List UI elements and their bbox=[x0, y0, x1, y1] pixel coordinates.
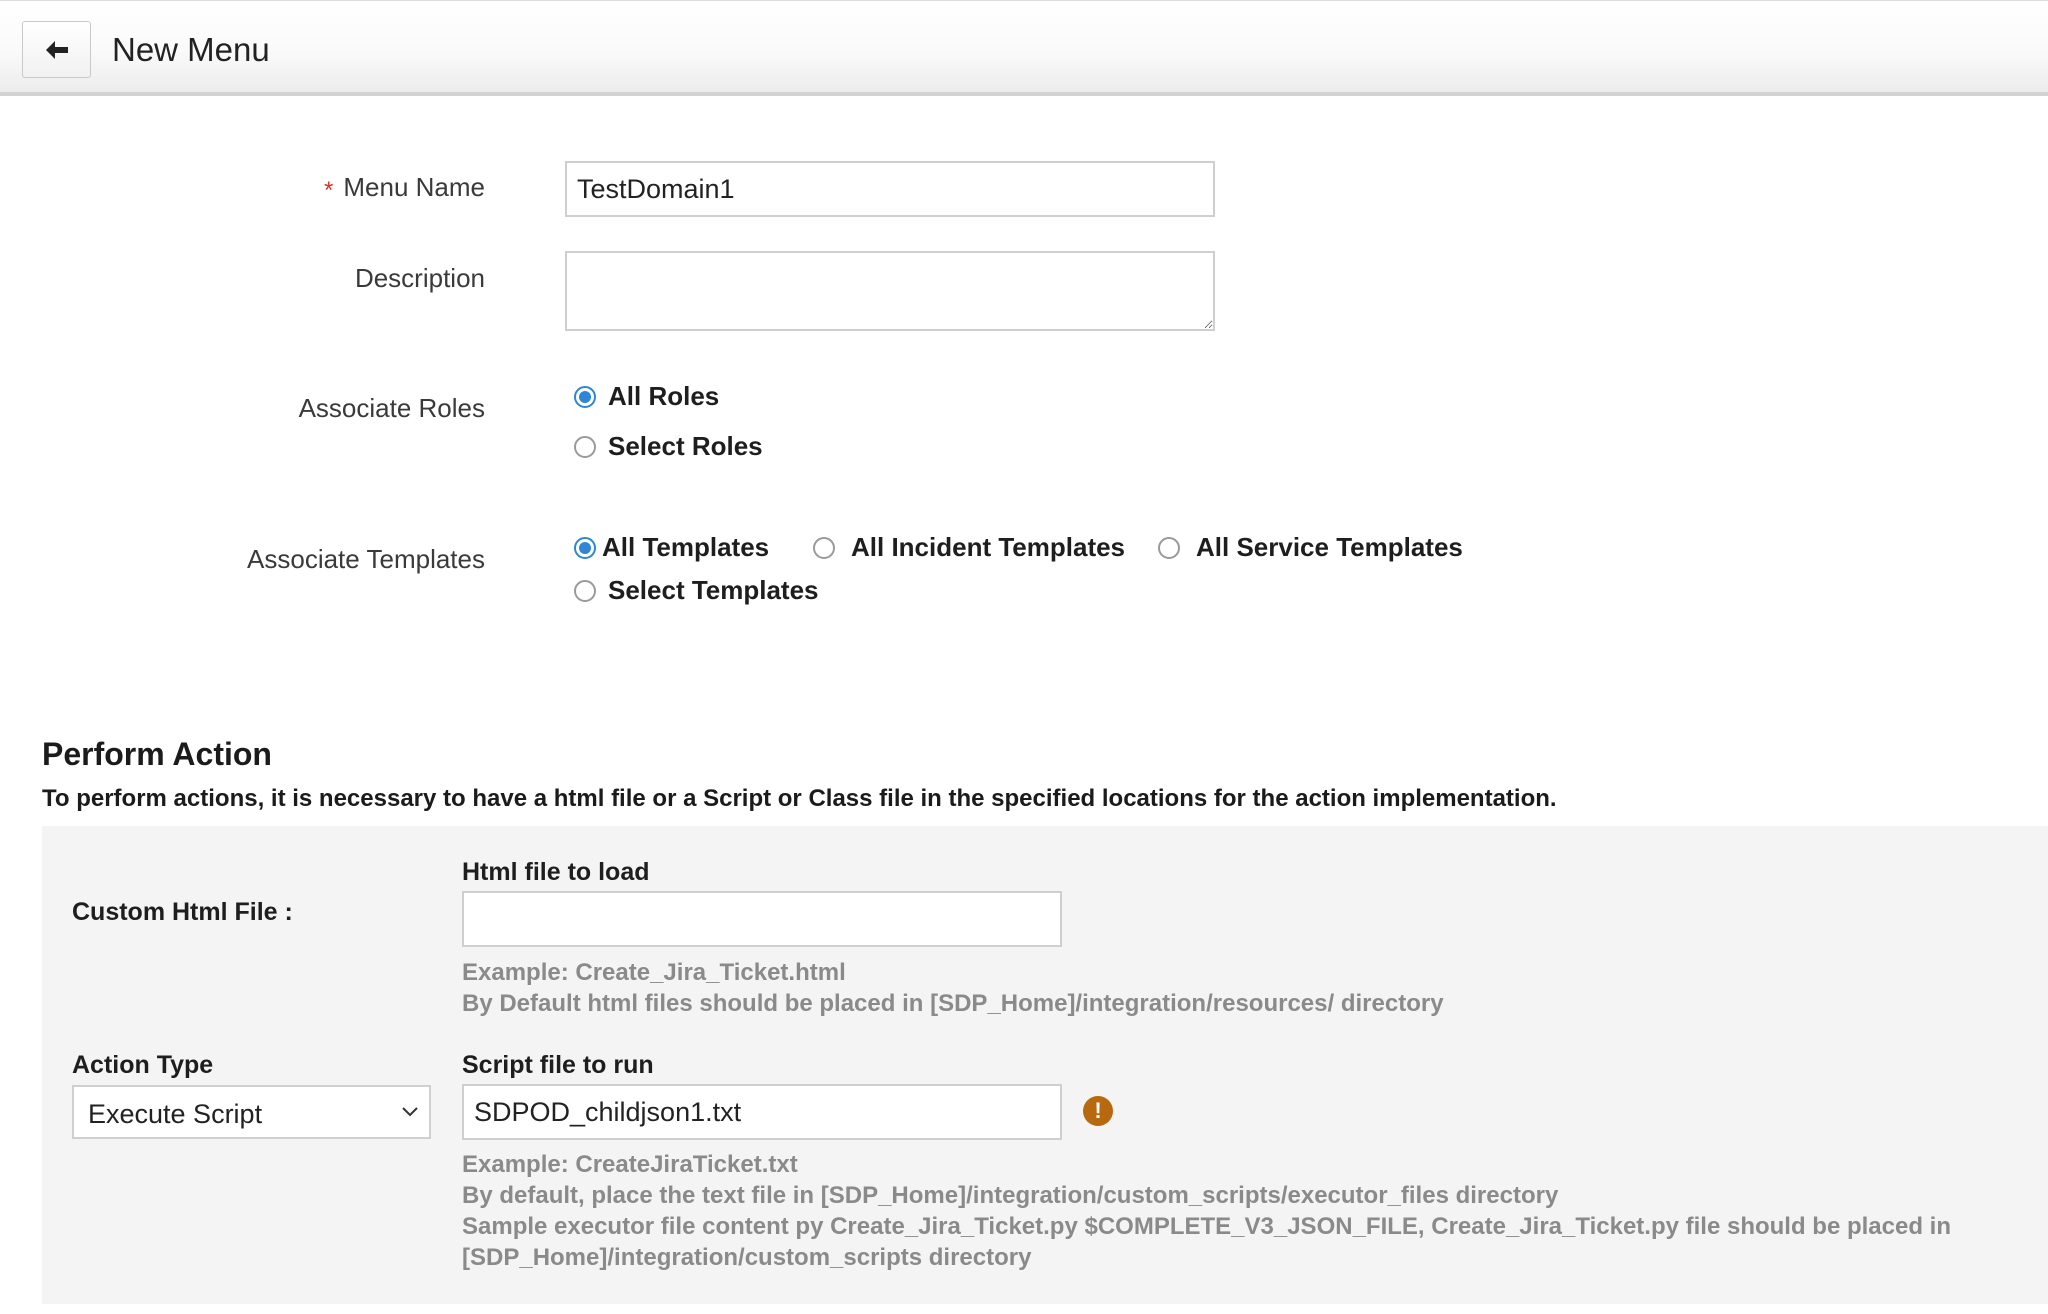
html-hint-example: Example: Create_Jira_Ticket.html bbox=[462, 959, 846, 986]
menu-name-label bbox=[300, 172, 485, 203]
radio-unselected-icon bbox=[813, 537, 835, 559]
radio-label: Select Roles bbox=[608, 431, 763, 461]
script-hint-sample-line1: Sample executor file content py Create_Jira_Ticket.py $COMPLETE_V3_JSON_FILE, Create_Jira_Ticket.py file should be placed in bbox=[462, 1213, 1951, 1240]
menu-name-label-text: Menu Name bbox=[343, 172, 485, 202]
back-button[interactable] bbox=[22, 21, 91, 78]
page-title: New Menu bbox=[112, 31, 270, 68]
custom-html-label: Custom Html File : bbox=[72, 898, 293, 926]
arrow-left-icon bbox=[44, 40, 70, 60]
radio-unselected-icon bbox=[1158, 537, 1180, 559]
html-file-input[interactable] bbox=[462, 891, 1062, 947]
radio-all-incident-templates[interactable] bbox=[813, 532, 1125, 563]
associate-roles-label: Associate Roles bbox=[298, 393, 485, 423]
radio-selected-icon bbox=[574, 386, 596, 408]
required-marker: * bbox=[324, 177, 334, 204]
description-textarea[interactable] bbox=[565, 251, 1215, 331]
radio-unselected-icon bbox=[574, 436, 596, 458]
page-header bbox=[0, 0, 2048, 96]
html-file-label: Html file to load bbox=[462, 858, 650, 886]
radio-label: All Templates bbox=[602, 532, 770, 562]
radio-select-templates[interactable] bbox=[574, 575, 819, 606]
menu-name-input[interactable] bbox=[565, 161, 1215, 217]
radio-label: All Incident Templates bbox=[851, 532, 1126, 562]
script-hint-sample-line2: [SDP_Home]/integration/custom_scripts directory bbox=[462, 1244, 1032, 1271]
radio-label: All Roles bbox=[608, 381, 720, 411]
radio-selected-icon bbox=[574, 537, 596, 559]
radio-unselected-icon bbox=[574, 580, 596, 602]
radio-all-templates[interactable] bbox=[574, 532, 769, 563]
radio-label: All Service Templates bbox=[1196, 532, 1463, 562]
chevron-down-icon bbox=[401, 1104, 419, 1118]
script-file-input[interactable] bbox=[462, 1084, 1062, 1140]
action-type-label: Action Type bbox=[72, 1051, 214, 1079]
script-file-label: Script file to run bbox=[462, 1051, 654, 1079]
script-hint-example: Example: CreateJiraTicket.txt bbox=[462, 1151, 798, 1178]
perform-action-description: To perform actions, it is necessary to have a html file or a Script or Class file in the specified locations for the action implementation. bbox=[42, 785, 1557, 812]
radio-all-service-templates[interactable] bbox=[1158, 532, 1463, 563]
perform-action-title: Perform Action bbox=[42, 736, 272, 772]
radio-select-roles[interactable] bbox=[574, 431, 763, 462]
action-type-select[interactable] bbox=[72, 1085, 431, 1139]
html-hint-location: By Default html files should be placed in [SDP_Home]/integration/resources/ directory bbox=[462, 990, 1444, 1017]
script-hint-location: By default, place the text file in [SDP_Home]/integration/custom_scripts/executor_files directory bbox=[462, 1182, 1559, 1209]
exclamation-icon[interactable]: ! bbox=[1083, 1096, 1113, 1126]
radio-label: Select Templates bbox=[608, 575, 819, 605]
radio-all-roles[interactable] bbox=[574, 381, 719, 412]
associate-templates-label: Associate Templates bbox=[247, 544, 485, 574]
action-type-value: Execute Script bbox=[88, 1099, 263, 1129]
description-label: Description bbox=[354, 263, 485, 293]
